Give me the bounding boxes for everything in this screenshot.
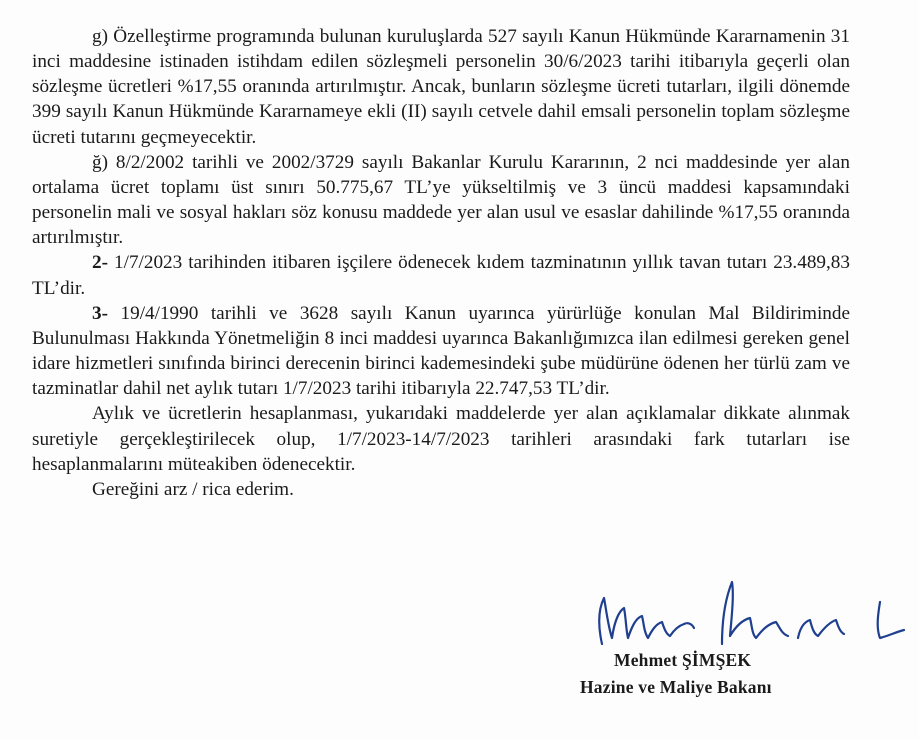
closing-line: Gereğini arz / rica ederim. [92,478,294,500]
calculation-text: Aylık ve ücretlerin hesaplanması, yukarıdaki maddelerde yer alan açıklamalar dikkate alınmak suretiyle gerçekleştirilecek olup, 1/7/2023-14/7/2023 tarihleri arasındaki fark tutarları ise hesaplanmalarını müteakiben ödenecektir. [32,403,850,475]
signer-title: Hazine ve Maliye Bakanı [580,677,772,697]
document-body [32,24,850,502]
item-2-text: 1/7/2023 tarihinden itibaren işçilere ödenecek kıdem tazminatının yıllık tavan tutarı 23.489,83 TL’dir. [32,252,850,299]
paragraph-item-3 [32,301,850,402]
paragraph-gbreve [32,150,850,251]
signature-block [560,560,919,720]
paragraph-g [32,24,850,150]
handwritten-signature [584,574,919,654]
paragraph-g-text: g) Özelleştirme programında bulunan kuruluşlarda 527 sayılı Kanun Hükmünde Kararnamenin 31 inci maddesine istinaden istihdam edilen sözleşmeli personelin 30/6/2023 tarihi itibarıyla geçerli olan sözleşme ücretleri %17,55 oranında artırılmıştır. Ancak, bunların sözleşme ücreti tutarları, ilgili dönemde 399 sayılı Kanun Hükmünde Kararnameye ekli (II) sayılı cetvele dahil emsali personelin toplam sözleşme ücreti tutarını geçmeyecektir. [32,26,850,148]
paragraph-gbreve-text: ğ) 8/2/2002 tarihli ve 2002/3729 sayılı Bakanlar Kurulu Kararının, 2 nci maddesinde yer alan ortalama ücret toplamı üst sınırı 50.775,67 TL’ye yükseltilmiş ve 3 üncü maddesi kapsamındaki personelin mali ve sosyal hakları söz konusu maddede yer alan usul ve esaslar dahilinde %17,55 oranında artırılmıştır. [32,151,850,249]
item-3-text: 19/4/1990 tarihli ve 3628 sayılı Kanun uyarınca yürürlüğe konulan Mal Bildiriminde Bulunulması Hakkında Yönetmeliğin 8 inci maddesi uyarınca Bakanlığımızca ilan edilmesi gereken genel idare hizmetleri sınıfında birinci derecenin birinci kademesindeki şube müdürüne ödenen her türlü zam ve tazminatlar dahil net aylık tutarı 1/7/2023 tarihi itibarıyla 22.747,53 TL’dir. [32,302,850,400]
item-2-number: 2- [92,252,108,274]
signer-name: Mehmet ŞİMŞEK [614,650,752,670]
paragraph-calculation [32,401,850,476]
paragraph-item-2 [32,250,850,300]
item-3-number: 3- [92,302,108,324]
